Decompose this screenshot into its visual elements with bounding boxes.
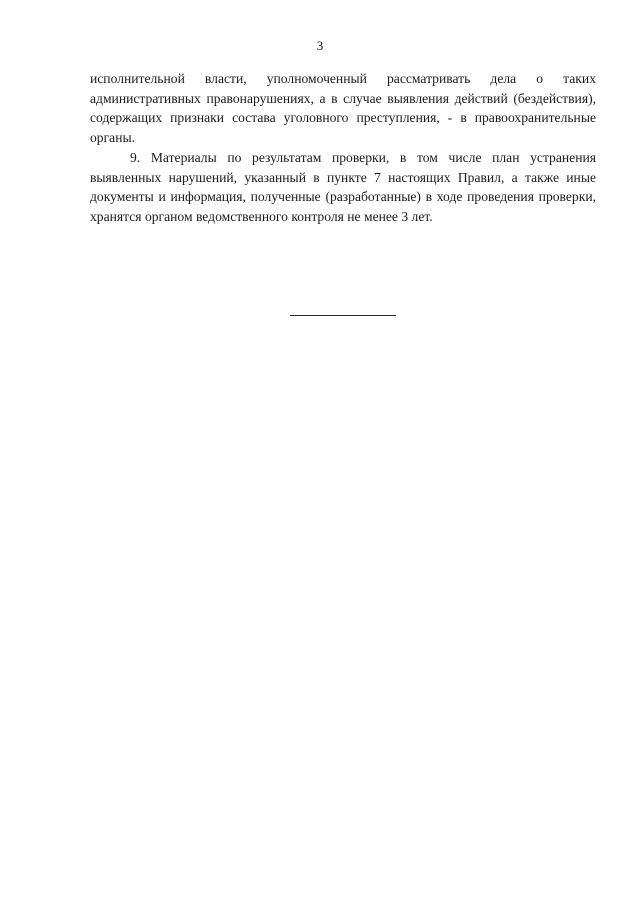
page-number: 3	[316, 38, 324, 53]
document-body	[90, 69, 596, 227]
paragraph-continuation: исполнительной власти, уполномоченный рассматривать дела о таких административных правонарушениях, а в случае выявления действий (бездействия), содержащих признаки состава уголовного преступления, - в правоохранительные органы.	[90, 71, 596, 146]
end-of-document-rule	[290, 315, 396, 316]
paragraph-item-9: 9. Материалы по результатам проверки, в том числе план устранения выявленных нарушений, указанный в пункте 7 настоящих Правил, а также иные документы и информация, полученные (разработанные) в ходе проведения проверки, хранятся органом ведомственного контроля не менее 3 лет.	[90, 149, 596, 224]
